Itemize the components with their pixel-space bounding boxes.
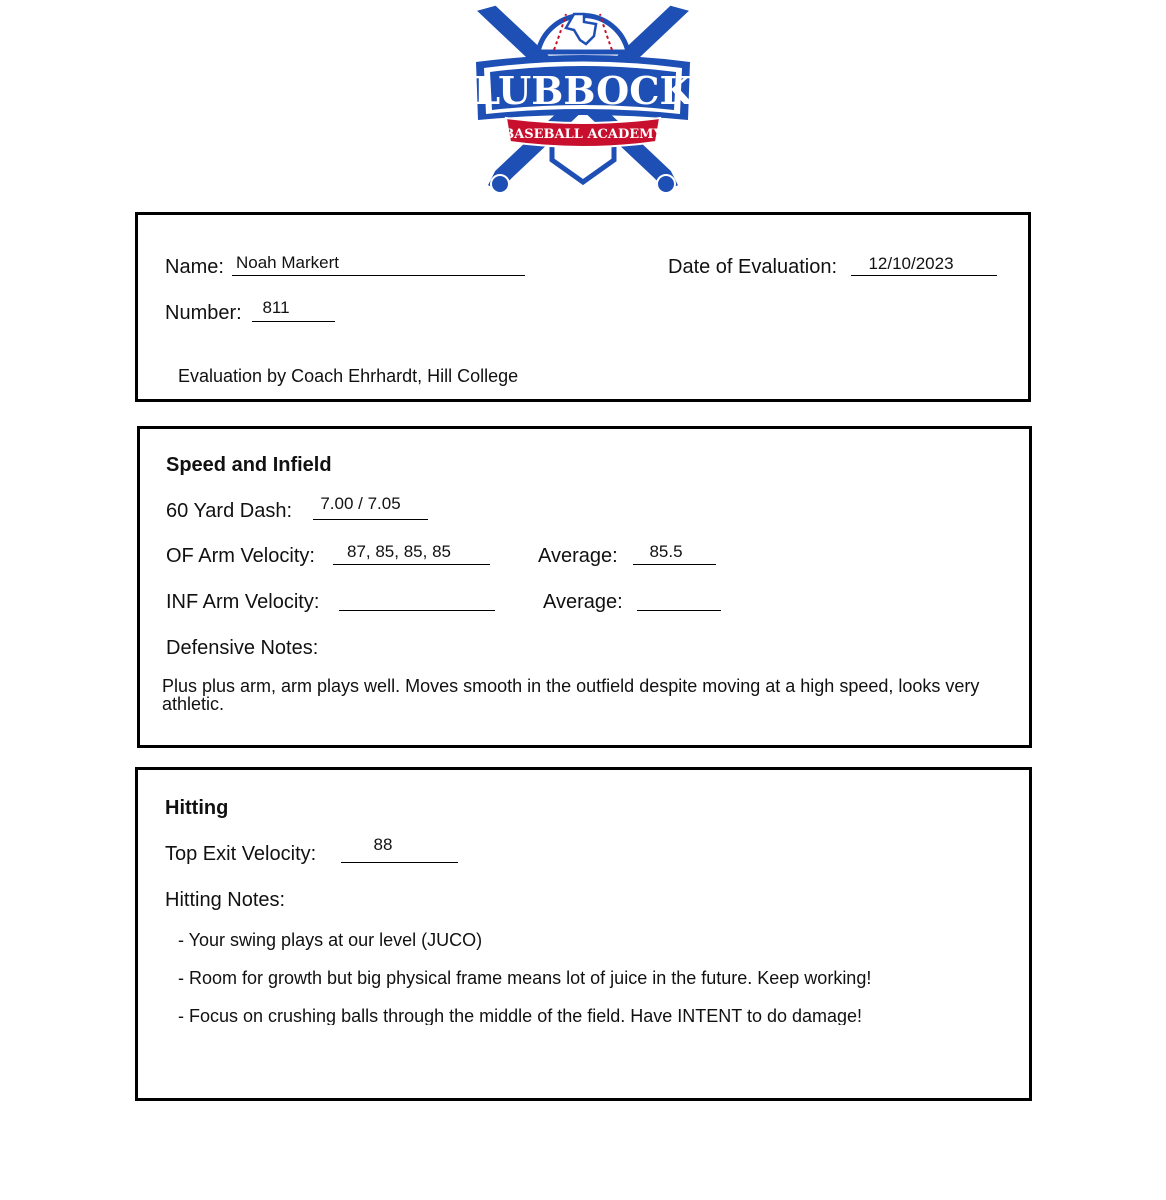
name-field[interactable] xyxy=(232,275,525,276)
hitting-section-title: Hitting xyxy=(165,797,229,819)
name-value: Noah Markert xyxy=(236,253,339,272)
evaluator-text: Evaluation by Coach Ehrhardt, Hill College xyxy=(178,366,519,386)
speed-section-title: Speed and Infield xyxy=(166,454,332,476)
dash-label: 60 Yard Dash: xyxy=(166,500,293,522)
inf-arm-field[interactable] xyxy=(339,610,495,611)
exit-velocity-field[interactable] xyxy=(341,862,458,863)
dash-value: 7.00 / 7.05 xyxy=(320,494,401,513)
inf-average-label: Average: xyxy=(543,591,623,613)
dash-field[interactable] xyxy=(313,519,428,520)
date-label: Date of Evaluation: xyxy=(668,256,837,278)
inf-arm-label: INF Arm Velocity: xyxy=(166,591,320,613)
name-label: Name: xyxy=(165,256,224,278)
number-label: Number: xyxy=(165,302,242,324)
of-arm-field[interactable] xyxy=(333,564,490,565)
of-arm-label: OF Arm Velocity: xyxy=(166,545,315,567)
of-average-label: Average: xyxy=(538,545,618,567)
date-field[interactable] xyxy=(851,275,997,276)
academy-logo xyxy=(466,0,700,196)
hitting-notes-label: Hitting Notes: xyxy=(165,889,286,911)
of-average-field[interactable] xyxy=(633,564,716,565)
defensive-notes-label: Defensive Notes: xyxy=(166,637,319,659)
hitting-note-item: - Room for growth but big physical frame means lot of juice in the future. Keep working! xyxy=(178,968,872,988)
hitting-note-item: - Focus on crushing balls through the middle of the field. Have INTENT to do damage! xyxy=(178,1006,863,1025)
of-average-value: 85.5 xyxy=(649,542,683,561)
date-value: 12/10/2023 xyxy=(868,254,954,273)
exit-velocity-value: 88 xyxy=(373,835,393,854)
svg-text:BASEBALL ACADEMY: BASEBALL ACADEMY xyxy=(503,127,663,142)
of-arm-value: 87, 85, 85, 85 xyxy=(347,542,451,561)
number-value: 811 xyxy=(262,298,290,317)
hitting-note-item: - Your swing plays at our level (JUCO) xyxy=(178,930,483,950)
svg-text:LUBBOCK: LUBBOCK xyxy=(473,68,693,113)
inf-average-field[interactable] xyxy=(637,610,721,611)
number-field[interactable] xyxy=(252,321,335,322)
exit-velocity-label: Top Exit Velocity: xyxy=(165,843,317,865)
defensive-notes-text: Plus plus arm, arm plays well. Moves smooth in the outfield despite moving at a high speed, looks very athletic. xyxy=(162,677,980,713)
